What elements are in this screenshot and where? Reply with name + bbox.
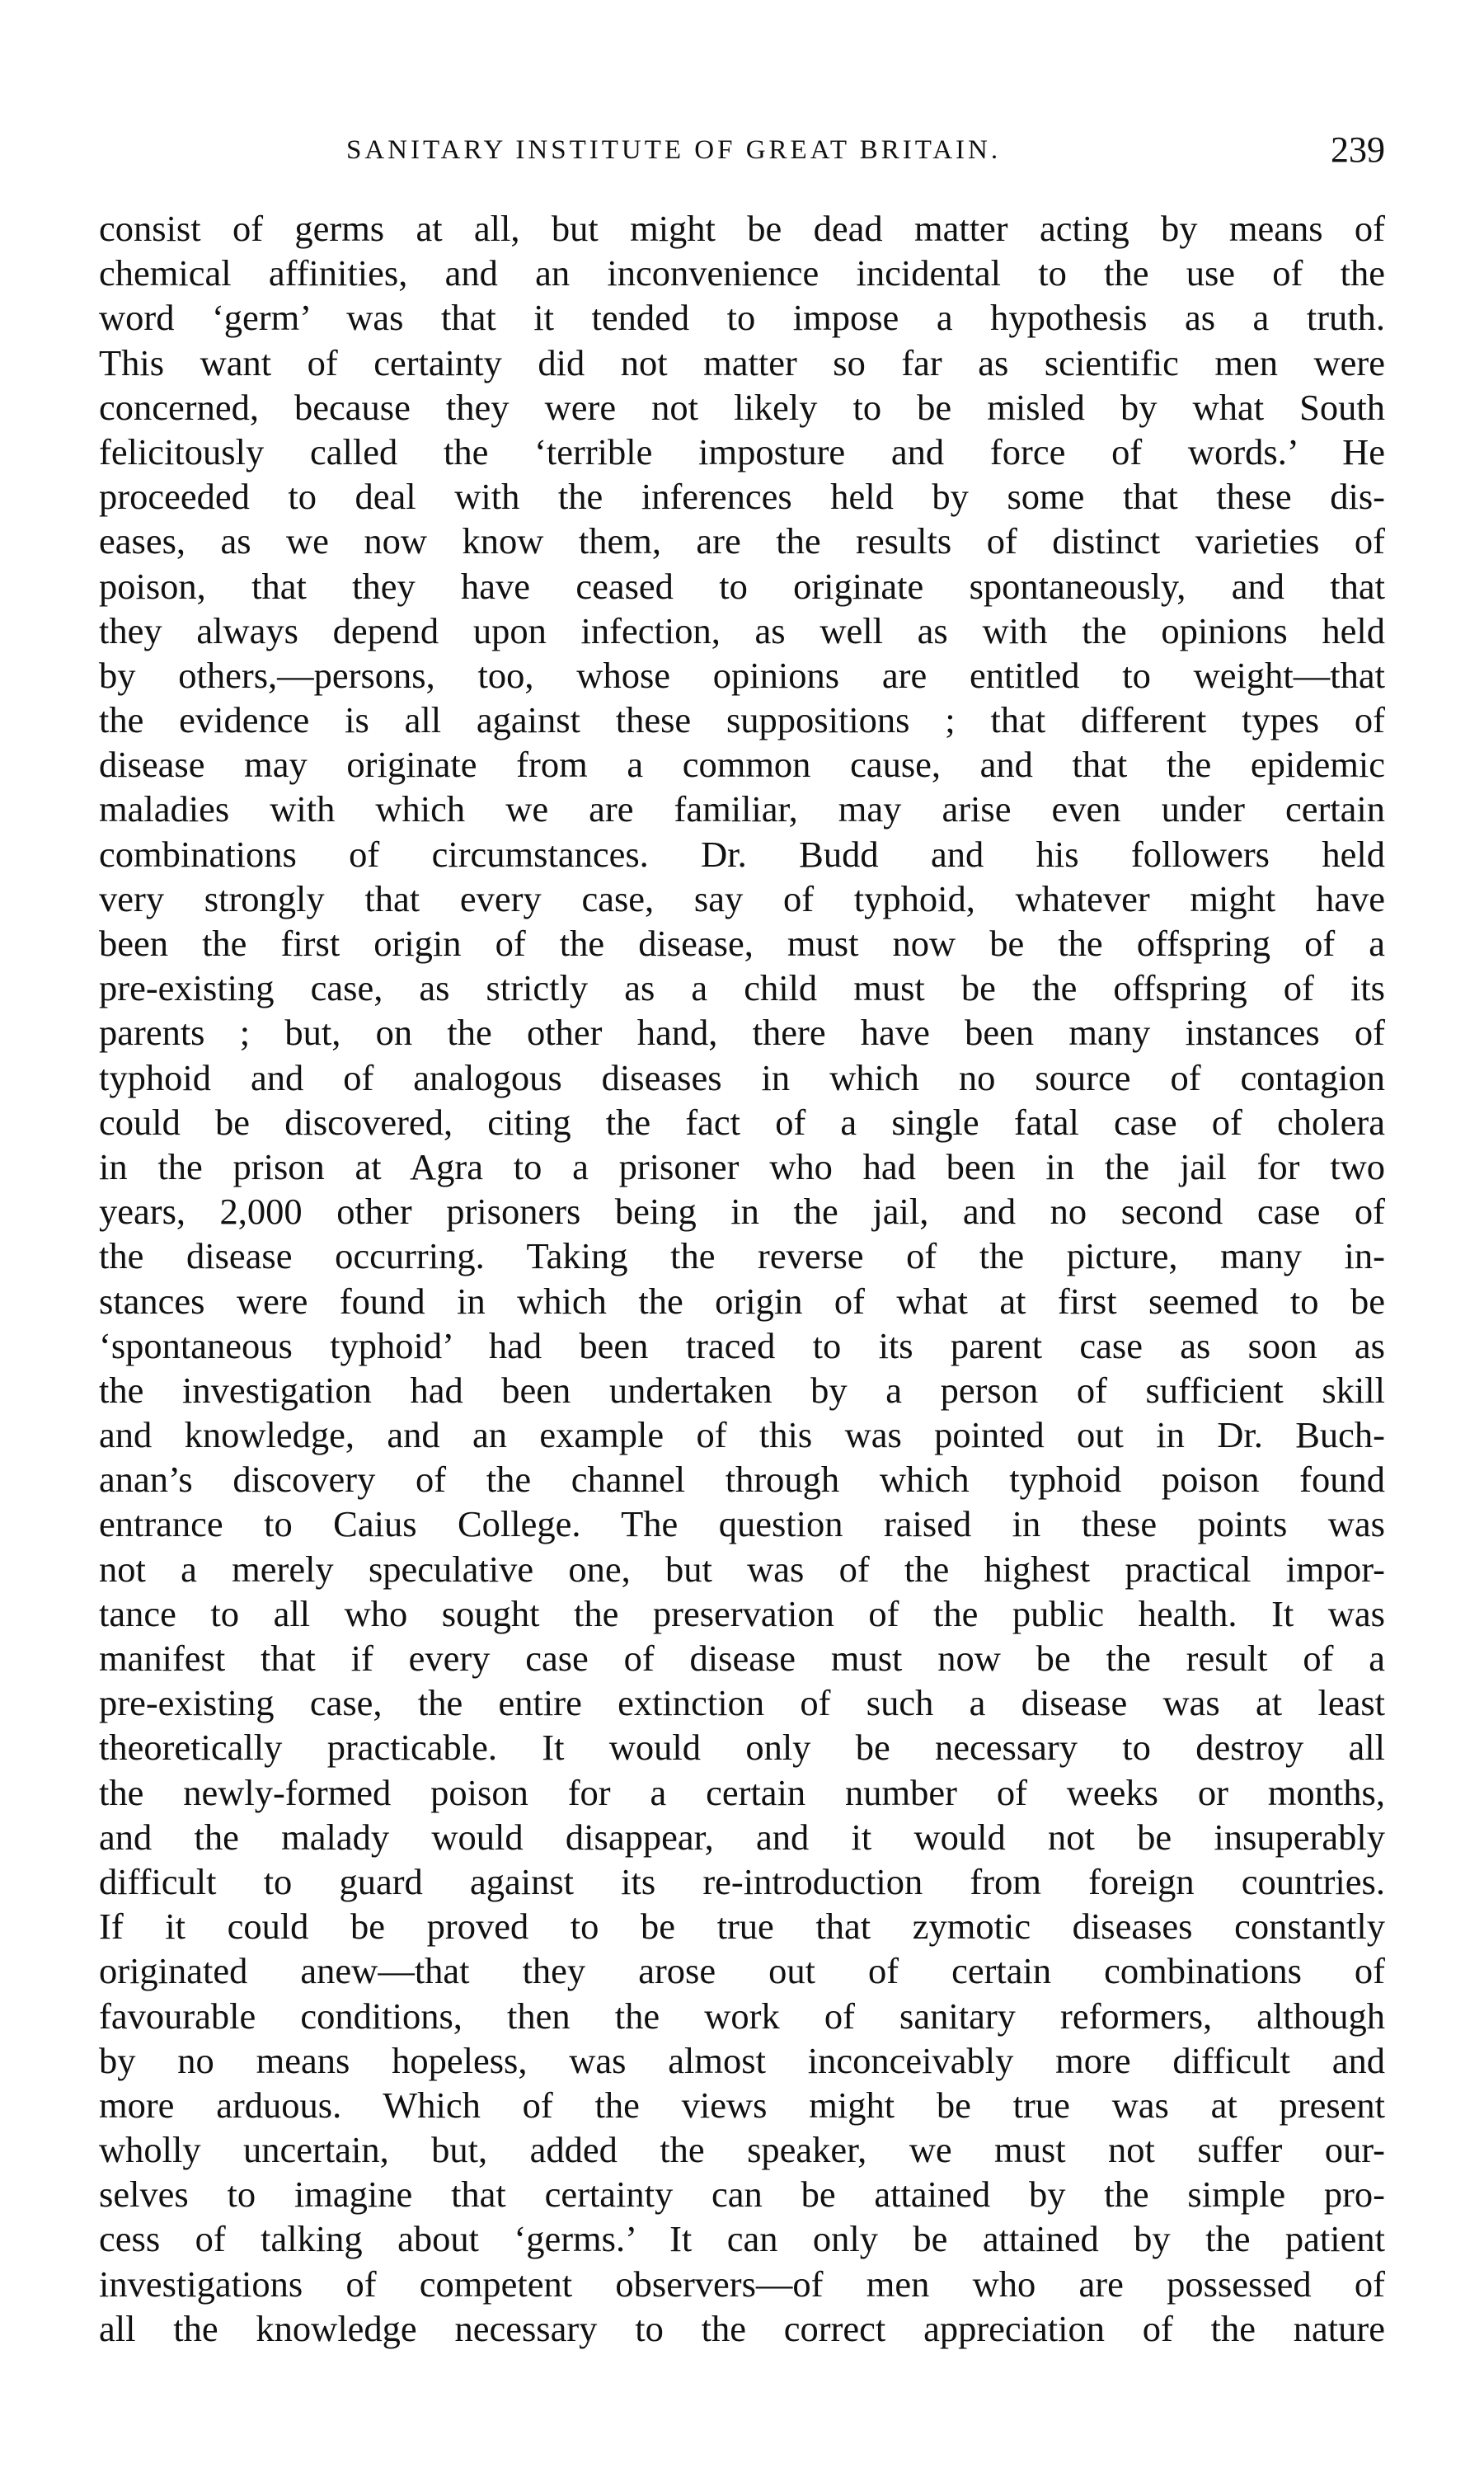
text-line: and knowledge, and an example of this was pointed out in Dr. Buch- [99, 1414, 1385, 1456]
text-line: all the knowledge necessary to the correct appreciation of the nature [99, 2307, 1385, 2349]
text-line: by others,—persons, too, whose opinions are entitled to weight—that [99, 654, 1385, 696]
body-text [99, 206, 1385, 2351]
text-line: manifest that if every case of disease must now be the result of a [99, 1638, 1385, 1679]
text-line: been the first origin of the disease, must now be the offspring of a [99, 923, 1385, 964]
text-line: consist of germs at all, but might be dead matter acting by means of [99, 208, 1385, 249]
text-line: more arduous. Which of the views might be true was at present [99, 2084, 1385, 2126]
text-line: maladies with which we are familiar, may arise even under certain [99, 788, 1385, 830]
text-line: stances were found in which the origin of what at first seemed to be [99, 1280, 1385, 1322]
text-line: word ‘germ’ was that it tended to impose a hypothesis as a truth. [99, 297, 1385, 339]
text-line: ‘spontaneous typhoid’ had been traced to its parent case as soon as [99, 1324, 1385, 1366]
text-line: investigations of competent observers—of men who are possessed of [99, 2263, 1385, 2305]
text-line: entrance to Caius College. The question raised in these points was [99, 1503, 1385, 1545]
text-line: If it could be proved to be true that zymotic diseases constantly [99, 1906, 1385, 1948]
text-line: parents ; but, on the other hand, there have been many instances of [99, 1012, 1385, 1054]
text-line: chemical affinities, and an inconvenience incidental to the use of the [99, 252, 1385, 294]
text-line: not a merely speculative one, but was of the highest practical impor- [99, 1548, 1385, 1590]
text-line: the newly-formed poison for a certain number of weeks or months, [99, 1771, 1385, 1813]
text-line: cess of talking about ‘germs.’ It can only be attained by the patient [99, 2218, 1385, 2260]
text-line: and the malady would disappear, and it would not be insuperably [99, 1816, 1385, 1858]
text-line: by no means hopeless, was almost inconceivably more difficult and [99, 2039, 1385, 2081]
text-line: disease may originate from a common cause, and that the epidemic [99, 744, 1385, 786]
text-line: they always depend upon infection, as well as with the opinions held [99, 609, 1385, 651]
page-number: 239 [1331, 129, 1385, 170]
text-line: eases, as we now know them, are the results of distinct varieties of [99, 520, 1385, 562]
text-line: felicitously called the ‘terrible imposture and force of words.’ He [99, 430, 1385, 472]
text-line: difficult to guard against its re-introduction from foreign countries. [99, 1860, 1385, 1902]
text-line: This want of certainty did not matter so far as scientific men were [99, 341, 1385, 383]
text-line: the disease occurring. Taking the reverse of the picture, many in- [99, 1235, 1385, 1277]
text-line: originated anew—that they arose out of certain combinations of [99, 1950, 1385, 1992]
text-line: years, 2,000 other prisoners being in the jail, and no second case of [99, 1191, 1385, 1233]
text-line: wholly uncertain, but, added the speaker, we must not suffer our- [99, 2129, 1385, 2171]
text-line: poison, that they have ceased to originate spontaneously, and that [99, 565, 1385, 607]
text-line: the investigation had been undertaken by a person of sufficient skill [99, 1369, 1385, 1411]
text-line: tance to all who sought the preservation of the public health. It was [99, 1592, 1385, 1634]
text-line: theoretically practicable. It would only be necessary to destroy all [99, 1727, 1385, 1769]
text-line: the evidence is all against these suppositions ; that different types of [99, 699, 1385, 741]
text-line: pre-existing case, as strictly as a child must be the offspring of its [99, 967, 1385, 1009]
text-line: favourable conditions, then the work of sanitary reformers, although [99, 1995, 1385, 2037]
text-line: concerned, because they were not likely to be misled by what South [99, 386, 1385, 428]
text-line: anan’s discovery of the channel through which typhoid poison found [99, 1459, 1385, 1501]
running-head: SANITARY INSTITUTE OF GREAT BRITAIN. [346, 135, 1002, 165]
text-line: combinations of circumstances. Dr. Budd and his followers held [99, 833, 1385, 875]
text-line: typhoid and of analogous diseases in which no source of contagion [99, 1056, 1385, 1098]
text-line: selves to imagine that certainty can be attained by the simple pro- [99, 2174, 1385, 2216]
text-line: could be discovered, citing the fact of a single fatal case of cholera [99, 1101, 1385, 1143]
text-line: pre-existing case, the entire extinction of such a disease was at least [99, 1682, 1385, 1724]
text-line: very strongly that every case, say of typhoid, whatever might have [99, 877, 1385, 919]
text-line: proceeded to deal with the inferences held by some that these dis- [99, 476, 1385, 518]
page-header [99, 125, 1385, 175]
text-line: in the prison at Agra to a prisoner who had been in the jail for two [99, 1145, 1385, 1187]
